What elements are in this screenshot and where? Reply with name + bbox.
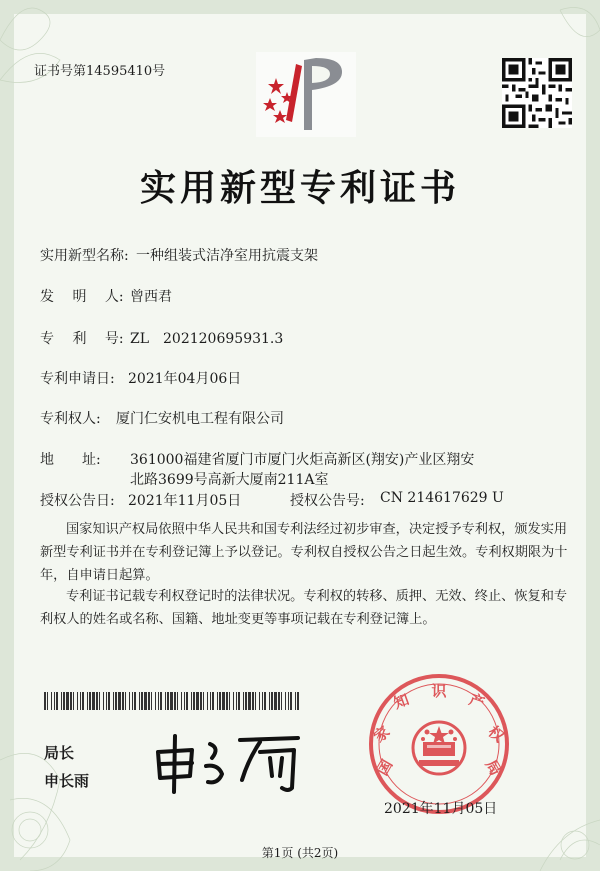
svg-text:产: 产 bbox=[466, 690, 487, 713]
address-label: 地 址: bbox=[40, 452, 101, 468]
inventor-value: 曾西君 bbox=[130, 289, 172, 305]
address-line-1: 361000福建省厦门市厦门火炬高新区(翔安)产业区翔安 bbox=[130, 452, 475, 468]
svg-text:识: 识 bbox=[431, 682, 447, 700]
svg-text:权: 权 bbox=[484, 722, 508, 746]
patent-number-label: 专 利 号: bbox=[40, 331, 124, 347]
invention-name-value: 一种组装式洁净室用抗震支架 bbox=[136, 248, 318, 264]
seal-date: 2021年11月05日 bbox=[384, 801, 498, 817]
signatory-name: 申长雨 bbox=[44, 772, 90, 790]
grant-date-label: 授权公告日: bbox=[40, 493, 115, 509]
certificate-title: 实用新型专利证书 bbox=[139, 167, 460, 209]
invention-name-label: 实用新型名称: bbox=[40, 248, 129, 264]
svg-text:家: 家 bbox=[370, 722, 394, 746]
handwritten-signature-icon bbox=[148, 730, 306, 796]
page-number: 第1页 (共2页) bbox=[261, 846, 339, 860]
svg-text:国: 国 bbox=[373, 756, 397, 779]
certificate-number: 证书号第14595410号 bbox=[34, 64, 166, 79]
svg-text:知: 知 bbox=[391, 690, 412, 713]
statement-2-line-2: 利权人的姓名或名称、国籍、地址变更等事项记载在专利登记簿上。 bbox=[40, 612, 436, 627]
statement-paragraph-1 bbox=[40, 518, 568, 587]
statement-paragraph-2 bbox=[40, 585, 568, 631]
statement-2-line-1: 专利证书记载专利权登记时的法律状况。专利权的转移、质押、无效、终止、恢复和专 bbox=[66, 589, 568, 604]
signatory-role: 局长 bbox=[44, 744, 75, 762]
cnipa-logo-icon bbox=[256, 52, 356, 137]
statement-1-line-3: 年，自申请日起算。 bbox=[40, 568, 159, 583]
grant-date-value: 2021年11月05日 bbox=[128, 493, 242, 509]
statement-1-line-2: 新型专利证书并在专利登记簿上予以登记。专利权自授权公告之日起生效。专利权期限为十 bbox=[40, 545, 568, 560]
grant-number-label: 授权公告号: bbox=[290, 493, 365, 509]
svg-text:局: 局 bbox=[481, 756, 505, 779]
filing-date-label: 专利申请日: bbox=[40, 371, 115, 387]
patentee-label: 专利权人: bbox=[40, 411, 101, 427]
grant-number-value: CN 214617629 U bbox=[380, 490, 504, 506]
barcode-icon bbox=[44, 692, 300, 710]
official-seal-icon bbox=[367, 672, 511, 816]
inventor-label: 发 明 人: bbox=[40, 289, 124, 305]
patent-number-value: ZL 202120695931.3 bbox=[130, 331, 284, 347]
patentee-value: 厦门仁安机电工程有限公司 bbox=[116, 411, 284, 427]
statement-1-line-1: 国家知识产权局依照中华人民共和国专利法经过初步审查，决定授予专利权，颁发实用 bbox=[66, 522, 568, 537]
filing-date-value: 2021年04月06日 bbox=[128, 371, 242, 387]
address-line-2: 北路3699号高新大厦南211A室 bbox=[130, 472, 329, 488]
qr-code-icon bbox=[502, 58, 572, 128]
